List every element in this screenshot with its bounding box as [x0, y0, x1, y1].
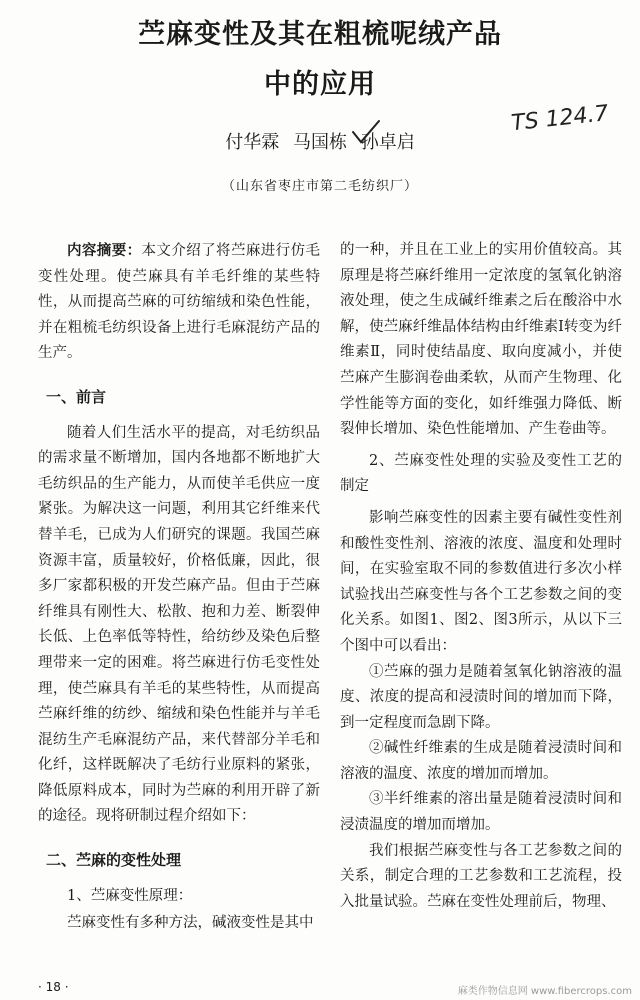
author-2: 马国栋	[293, 132, 347, 153]
principle-paragraph-start: 苎麻变性有多种方法，碱液变性是其中	[67, 915, 314, 932]
subsection-heading-principle: 1、苎麻变性原理：	[67, 887, 193, 904]
experiment-paragraph: 影响苎麻变性的因素主要有碱性变性剂和酸性变性剂、溶液的浓度、温度和处理时间，在实验室取不同的参数值进行多次小样试验找出苎麻变性与各个工艺参数之间的变化关系。如图1、图2、图3所示，从以下三个图中可以看出：	[340, 509, 622, 654]
title-line-1: 苎麻变性及其在粗梳呢绒产品	[138, 19, 502, 50]
handwritten-note: TS 124.7	[510, 101, 610, 137]
author-3: 孙卓启	[360, 132, 415, 153]
section-heading-intro: 一、前言	[46, 387, 107, 406]
left-column	[38, 238, 320, 937]
principle-paragraph-continued: 的一种，并且在工业上的实用价值较高。其原理是将苎麻纤维用一定浓度的氢氧化钠溶液处理，使之生成碱纤维素之后在酸浴中水解，使苎麻纤维晶体结构由纤维素Ⅰ转变为纤维素Ⅱ，同时使结晶度、取向度减小，并使苎麻产生膨润卷曲柔软，从而产生物理、化学性能等方面的变化，如纤维强力降低、断裂伸长增加、染色性能增加、产生卷曲等。	[340, 242, 622, 438]
abstract-label: 内容摘要：	[67, 242, 142, 259]
handwritten-checkmark-icon	[350, 118, 382, 146]
finding-item-2: ②碱性纤维素的生成是随着浸渍时间和溶液的温度、浓度的增加而增加。	[340, 740, 622, 782]
site-watermark: 麻类作物信息网 www.fibercrops.com	[457, 986, 632, 997]
section-heading-treatment: 二、苎麻的变性处理	[46, 851, 182, 870]
page-number: · 18 ·	[38, 980, 69, 994]
author-1: 付华霖	[225, 132, 280, 153]
title-line-2: 中的应用	[264, 69, 376, 100]
finding-item-3: ③半纤维素的溶出量是随着浸渍时间和浸渍温度的增加而增加。	[340, 791, 622, 834]
paper-title	[0, 10, 640, 110]
subsection-heading-experiment: 2、苎麻变性处理的实验及变性工艺的制定	[340, 452, 622, 495]
abstract-text: 本文介绍了将苎麻进行仿毛变性处理。使苎麻具有羊毛纤维的某些特性，从而提高苎麻的可纺缩绒和染色性能，并在粗梳毛纺织设备上进行毛麻混纺产品的生产。	[38, 243, 320, 362]
process-paragraph: 我们根据苎麻变性与各工艺参数之间的关系，制定合理的工艺参数和工艺流程，投入批量试验。苎麻在变性处理前后，物理、	[340, 842, 622, 910]
affiliation: （山东省枣庄市第二毛纺织厂）	[221, 179, 418, 194]
abstract-paragraph	[38, 238, 320, 367]
finding-item-1: ①苎麻的强力是随着氢氧化钠溶液的温度、浓度的提高和浸渍时间的增加而下降，到一定程度而急剧下降。	[340, 663, 622, 731]
intro-paragraph: 随着人们生活水平的提高，对毛纺织品的需求量不断增加，国内各地都不断地扩大毛纺织品的生产能力，从而使羊毛供应一度紧张。为解决这一问题，利用其它纤维来代替羊毛，已成为人们研究的课题。我国苎麻资源丰富，质量较好，价格低廉，因此，很多厂家都积极的开发苎麻产品。但由于苎麻纤维具有刚性大、松散、抱和力差、断裂伸长低、上色率低等特性，给纺纱及染色后整理带来一定的困难。将苎麻进行仿毛变性处理，使苎麻具有羊毛的某些特性，从而提高苎麻纤维的纺纱、缩绒和染色性能并与羊毛混纺生产毛麻混纺产品，来代替部分羊毛和化纤，这样既解决了毛纺行业原料的紧张，降低原料成本，同时为苎麻的利用开辟了新的途径。现将研制过程介绍如下：	[38, 424, 320, 825]
right-column	[340, 238, 622, 915]
